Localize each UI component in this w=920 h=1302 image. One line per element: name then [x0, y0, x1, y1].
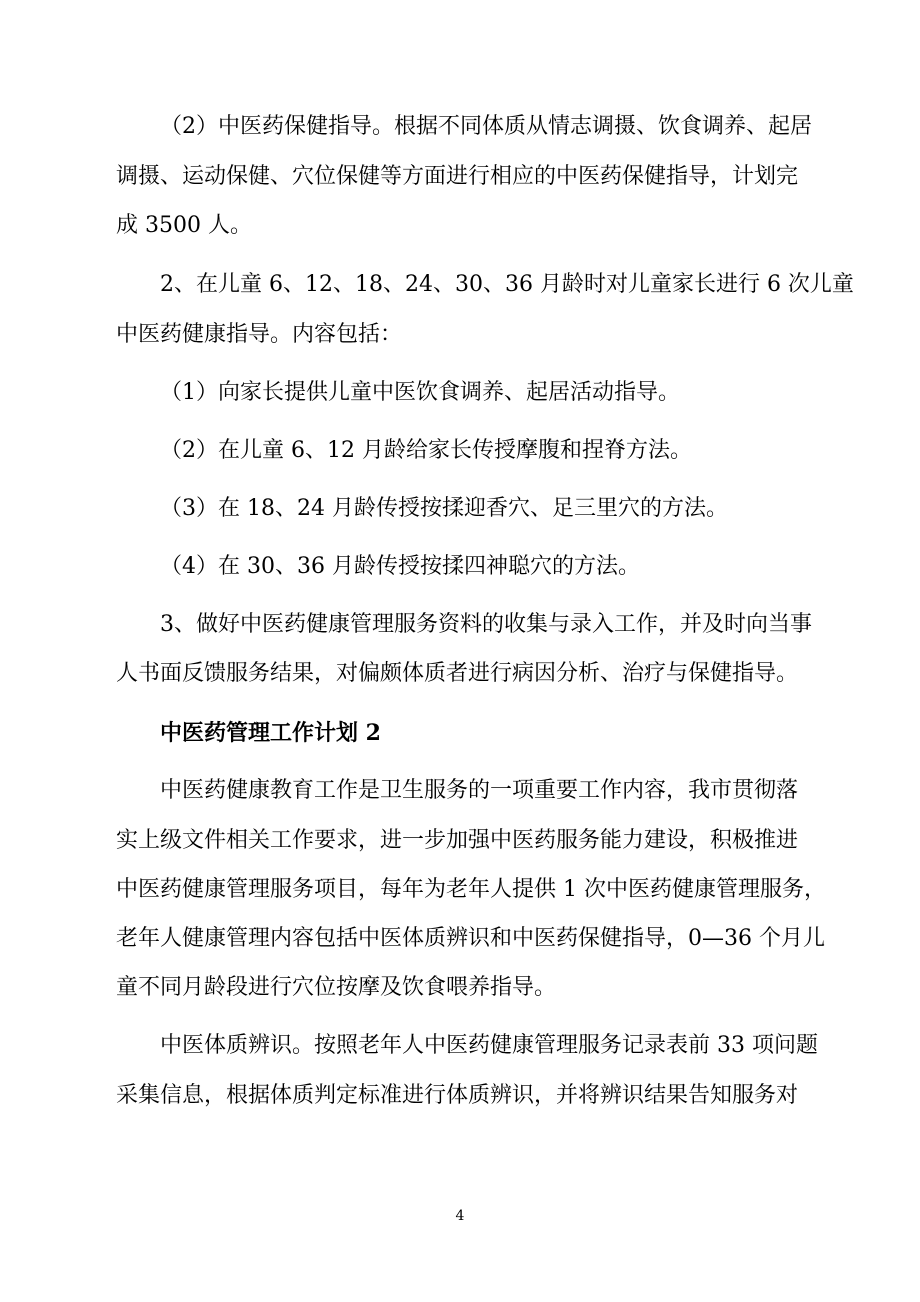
paragraph-line: 中医药健康教育工作是卫生服务的一项重要工作内容，我市贯彻落	[160, 778, 799, 803]
paragraph-line: （2）在儿童 6、12 月龄给家长传授摩腹和捏脊方法。	[160, 438, 692, 463]
paragraph-line: 调摄、运动保健、穴位保健等方面进行相应的中医药保健指导，计划完	[116, 164, 799, 189]
paragraph-line: （3）在 18、24 月龄传授按揉迎香穴、足三里穴的方法。	[160, 496, 728, 521]
paragraph-line: 老年人健康管理内容包括中医体质辨识和中医药保健指导，0—36 个月儿	[116, 926, 825, 951]
paragraph-line: 3、做好中医药健康管理服务资料的收集与录入工作，并及时向当事	[160, 612, 812, 637]
page-number: 4	[455, 1208, 465, 1224]
paragraph-line: 中医药健康管理服务项目，每年为老年人提供 1 次中医药健康管理服务，	[116, 877, 826, 902]
paragraph-line: 中医体质辨识。按照老年人中医药健康管理服务记录表前 33 项问题	[160, 1033, 818, 1058]
paragraph-line: 2、在儿童 6、12、18、24、30、36 月龄时对儿童家长进行 6 次儿童	[160, 272, 854, 297]
paragraph-line: 童不同月龄段进行穴位按摩及饮食喂养指导。	[116, 975, 557, 1000]
paragraph-line: 人书面反馈服务结果，对偏颇体质者进行病因分析、治疗与保健指导。	[116, 661, 799, 686]
paragraph-line: （4）在 30、36 月龄传授按揉四神聪穴的方法。	[160, 554, 640, 579]
paragraph-line: 中医药健康指导。内容包括：	[116, 322, 403, 347]
paragraph-line: 实上级文件相关工作要求，进一步加强中医药服务能力建设，积极推进	[116, 828, 799, 853]
paragraph-line: （2）中医药保健指导。根据不同体质从情志调摄、饮食调养、起居	[160, 114, 812, 139]
paragraph-line: （1）向家长提供儿童中医饮食调养、起居活动指导。	[160, 380, 680, 405]
section-heading: 中医药管理工作计划 2	[160, 720, 381, 746]
paragraph-line: 采集信息，根据体质判定标准进行体质辨识，并将辨识结果告知服务对	[116, 1083, 799, 1108]
paragraph-line: 成 3500 人。	[116, 213, 252, 238]
